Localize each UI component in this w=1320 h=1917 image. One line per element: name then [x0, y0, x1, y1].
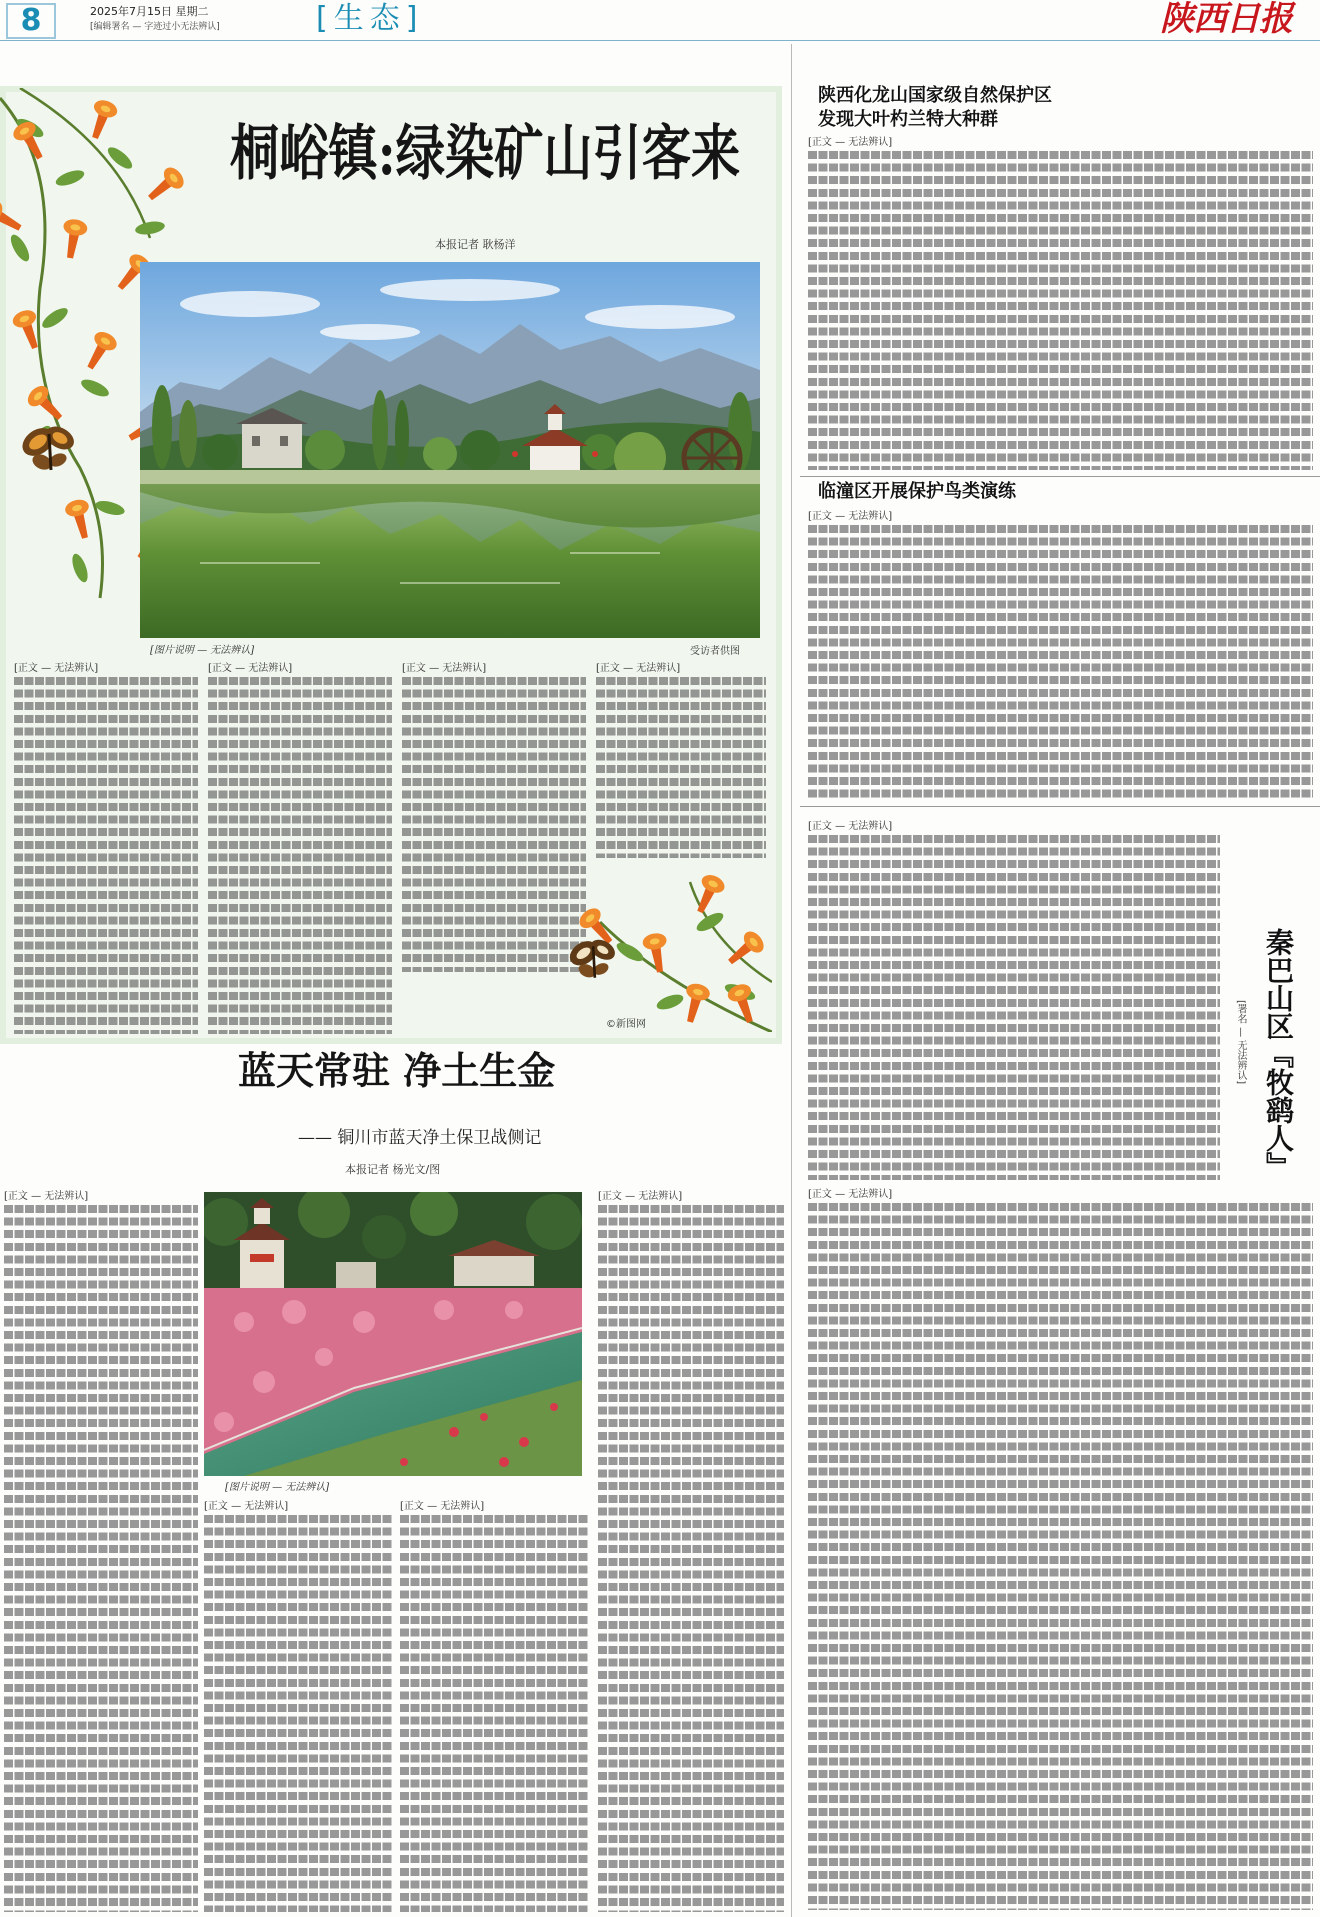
- feature-photo-caption: [图片说明 — 无法辨认]: [150, 645, 255, 656]
- sidebar-article-2-body: [808, 510, 1313, 798]
- text-lines: [14, 677, 198, 1034]
- sidebar-article-1-title: [818, 84, 1052, 132]
- flower: [0, 198, 26, 238]
- text-lines: [808, 1203, 1313, 1910]
- bottom-feature-byline: 本报记者 杨光文/图: [345, 1163, 441, 1176]
- article-separator: [800, 476, 1320, 477]
- flower: [84, 97, 120, 142]
- text-lines: [598, 1205, 784, 1912]
- article-body-text: [正文 — 无法辨认]: [4, 1191, 89, 1202]
- butterfly-icon: [566, 934, 622, 990]
- bottom-feature-subtitle: —— 铜川市蓝天净土保卫战侧记: [298, 1128, 542, 1148]
- feature-body-column: [14, 662, 198, 1034]
- text-lines: [208, 677, 392, 1034]
- headline-line: 发现大叶杓兰特大种群: [818, 109, 998, 130]
- article-body-text: [正文 — 无法辨认]: [400, 1501, 485, 1512]
- feature-body-text: [正文 — 无法辨认]: [208, 663, 293, 674]
- flower: [641, 932, 671, 975]
- sidebar-article-3-byline: [署名 — 无法辨认]: [1235, 1000, 1246, 1085]
- article-body-text: [正文 — 无法辨认]: [808, 511, 893, 522]
- text-lines: [808, 151, 1313, 470]
- shore: [140, 470, 760, 486]
- feature-body-text: [正文 — 无法辨认]: [402, 663, 487, 674]
- feature-body-text: [正文 — 无法辨认]: [596, 663, 681, 674]
- feature-byline: 本报记者 耿杨洋: [435, 238, 516, 251]
- text-lines: [596, 677, 766, 858]
- bottom-body-column: [400, 1500, 588, 1912]
- article-body-text: [正文 — 无法辨认]: [598, 1191, 683, 1202]
- article-separator: [800, 806, 1320, 807]
- headline-line: 陕西化龙山国家级自然保护区: [818, 85, 1052, 106]
- feature-photo: [140, 262, 760, 638]
- sidebar-article-3-body: [808, 1188, 1313, 1910]
- newspaper-masthead: 陕西日报: [1160, 0, 1292, 39]
- flower: [142, 164, 187, 207]
- flower: [10, 118, 50, 164]
- bottom-photo-caption: [图片说明 — 无法辨认]: [225, 1482, 330, 1493]
- flower: [678, 981, 711, 1025]
- article-body-text: [正文 — 无法辨认]: [808, 137, 893, 148]
- bottom-body-column: [598, 1190, 784, 1912]
- flower: [722, 928, 767, 971]
- header-rule: [0, 40, 1320, 41]
- article-body-text: [正文 — 无法辨认]: [808, 1189, 893, 1200]
- bottom-body-column: [204, 1500, 392, 1912]
- feature-body-column: [208, 662, 392, 1034]
- flower: [63, 497, 96, 541]
- issue-date: 2025年7月15日 星期二: [90, 5, 209, 18]
- bottom-feature-headline: 蓝天常驻 净土生金: [238, 1048, 556, 1093]
- feature-body-text: [正文 — 无法辨认]: [14, 663, 99, 674]
- text-lines: [204, 1515, 392, 1912]
- text-lines: [808, 525, 1313, 798]
- sidebar-article-3-title: 秦巴山区『牧鹞人』: [1262, 928, 1295, 1180]
- text-lines: [400, 1515, 588, 1912]
- flower: [80, 328, 120, 374]
- feature-body-column: [596, 662, 766, 858]
- sidebar-article-3-body: [808, 820, 1220, 1180]
- text-lines: [808, 835, 1220, 1180]
- article-body-text: [正文 — 无法辨认]: [204, 1501, 289, 1512]
- bottom-feature-photo: [204, 1192, 582, 1476]
- bottom-body-column: [4, 1190, 198, 1912]
- article-body-text: [正文 — 无法辨认]: [808, 821, 893, 832]
- flower: [10, 307, 46, 352]
- feature-headline: 桐峪镇:绿染矿山引客来: [230, 119, 741, 189]
- page-number: 8: [6, 3, 56, 39]
- sidebar-article-1-body: [808, 136, 1313, 470]
- image-credit: ©新图网: [606, 1019, 646, 1030]
- section-title: [生态]: [316, 1, 424, 36]
- flower: [58, 218, 88, 261]
- column-divider: [791, 44, 792, 1917]
- text-lines: [4, 1205, 198, 1912]
- butterfly-icon: [18, 420, 82, 484]
- sidebar-article-2-title: 临潼区开展保护鸟类演练: [818, 481, 1016, 502]
- feature-photo-credit: 受访者供图: [690, 646, 740, 657]
- editor-credits: [编辑署名 — 字迹过小无法辨认]: [90, 22, 220, 32]
